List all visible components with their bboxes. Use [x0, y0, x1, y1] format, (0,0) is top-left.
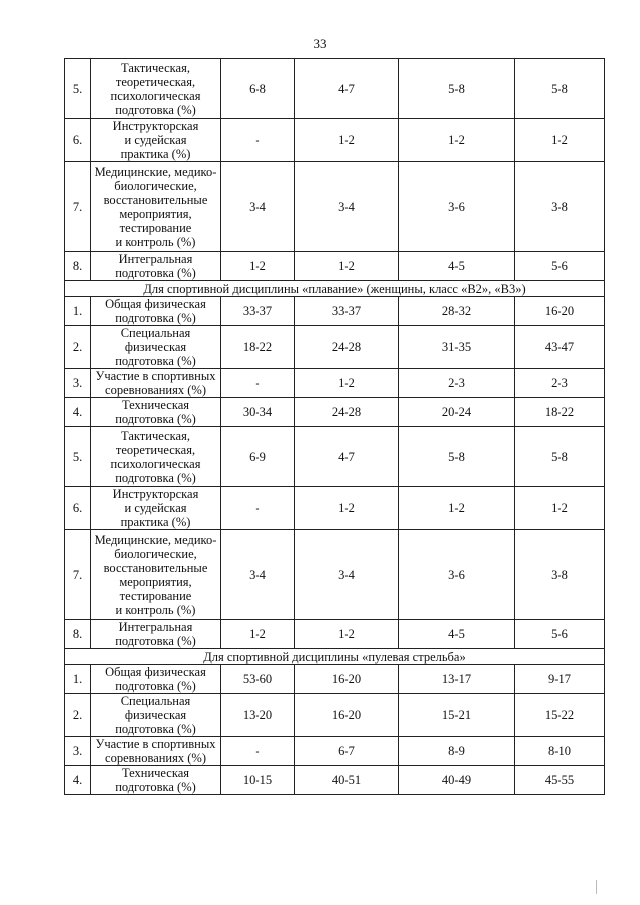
table-row — [65, 694, 605, 737]
stage-value-cell: - — [221, 119, 295, 162]
row-number: 3. — [65, 737, 91, 766]
stage-value-cell: 20-24 — [399, 398, 515, 427]
training-type-cell: Медицинские, медико- биологические, восстановительные мероприятия, тестирование и контроль (%) — [91, 162, 221, 252]
stage-value-cell: 18-22 — [515, 398, 605, 427]
row-number: 1. — [65, 297, 91, 326]
section-header-row — [65, 649, 605, 665]
training-type-cell: Интегральная подготовка (%) — [91, 252, 221, 281]
stage-value-cell: 18-22 — [221, 326, 295, 369]
stage-value-cell: 45-55 — [515, 766, 605, 795]
stage-value-cell: 13-17 — [399, 665, 515, 694]
training-type-cell: Участие в спортивных соревнованиях (%) — [91, 737, 221, 766]
stage-value-cell: 40-51 — [295, 766, 399, 795]
table-row — [65, 162, 605, 252]
training-type-cell: Тактическая, теоретическая, психологическая подготовка (%) — [91, 59, 221, 119]
training-type-cell: Техническая подготовка (%) — [91, 766, 221, 795]
stage-value-cell: - — [221, 737, 295, 766]
stage-value-cell: 5-6 — [515, 252, 605, 281]
table-row — [65, 326, 605, 369]
stage-value-cell: 3-6 — [399, 162, 515, 252]
section-title: Для спортивной дисциплины «пулевая стрельба» — [65, 649, 605, 665]
table-row — [65, 487, 605, 530]
training-type-cell: Общая физическая подготовка (%) — [91, 665, 221, 694]
row-number: 4. — [65, 766, 91, 795]
stage-value-cell: 40-49 — [399, 766, 515, 795]
table-row — [65, 119, 605, 162]
stage-value-cell: 3-8 — [515, 162, 605, 252]
stage-value-cell: 4-5 — [399, 620, 515, 649]
stage-value-cell: 53-60 — [221, 665, 295, 694]
table-body — [65, 59, 605, 795]
stage-value-cell: 1-2 — [399, 487, 515, 530]
stage-value-cell: 13-20 — [221, 694, 295, 737]
stage-value-cell: 30-34 — [221, 398, 295, 427]
stage-value-cell: 1-2 — [295, 252, 399, 281]
stage-value-cell: 1-2 — [221, 620, 295, 649]
row-number: 7. — [65, 530, 91, 620]
table-row — [65, 737, 605, 766]
stage-value-cell: 24-28 — [295, 326, 399, 369]
training-type-cell: Общая физическая подготовка (%) — [91, 297, 221, 326]
table-row — [65, 530, 605, 620]
stage-value-cell: 1-2 — [515, 119, 605, 162]
stage-value-cell: 5-8 — [515, 427, 605, 487]
table-row — [65, 427, 605, 487]
section-title: Для спортивной дисциплины «плавание» (женщины, класс «В2», «В3») — [65, 281, 605, 297]
stage-value-cell: 3-8 — [515, 530, 605, 620]
stage-value-cell: 9-17 — [515, 665, 605, 694]
stage-value-cell: 16-20 — [295, 665, 399, 694]
stage-value-cell: 1-2 — [221, 252, 295, 281]
stage-value-cell: 33-37 — [295, 297, 399, 326]
stage-value-cell: 1-2 — [295, 487, 399, 530]
stage-value-cell: 1-2 — [295, 620, 399, 649]
stage-value-cell: 1-2 — [399, 119, 515, 162]
stage-value-cell: 31-35 — [399, 326, 515, 369]
stage-value-cell: 15-21 — [399, 694, 515, 737]
training-type-cell: Тактическая, теоретическая, психологическая подготовка (%) — [91, 427, 221, 487]
row-number: 8. — [65, 620, 91, 649]
row-number: 2. — [65, 694, 91, 737]
stage-value-cell: 2-3 — [399, 369, 515, 398]
stage-value-cell: 4-5 — [399, 252, 515, 281]
training-ratio-table — [64, 58, 605, 795]
stage-value-cell: 8-10 — [515, 737, 605, 766]
row-number: 2. — [65, 326, 91, 369]
stage-value-cell: 6-7 — [295, 737, 399, 766]
row-number: 8. — [65, 252, 91, 281]
stage-value-cell: 3-4 — [221, 530, 295, 620]
row-number: 6. — [65, 119, 91, 162]
row-number: 6. — [65, 487, 91, 530]
row-number: 3. — [65, 369, 91, 398]
stage-value-cell: - — [221, 487, 295, 530]
training-type-cell: Техническая подготовка (%) — [91, 398, 221, 427]
row-number: 7. — [65, 162, 91, 252]
training-type-cell: Участие в спортивных соревнованиях (%) — [91, 369, 221, 398]
table-row — [65, 398, 605, 427]
table-row — [65, 59, 605, 119]
stage-value-cell: 3-4 — [221, 162, 295, 252]
stage-value-cell: 16-20 — [515, 297, 605, 326]
stage-value-cell: 2-3 — [515, 369, 605, 398]
training-type-cell: Специальная физическая подготовка (%) — [91, 694, 221, 737]
table-row — [65, 620, 605, 649]
training-type-cell: Инструкторская и судейская практика (%) — [91, 487, 221, 530]
scan-mark — [596, 880, 597, 894]
stage-value-cell: 5-8 — [399, 427, 515, 487]
table-row — [65, 665, 605, 694]
row-number: 1. — [65, 665, 91, 694]
stage-value-cell: 33-37 — [221, 297, 295, 326]
stage-value-cell: 4-7 — [295, 59, 399, 119]
stage-value-cell: 5-8 — [515, 59, 605, 119]
row-number: 4. — [65, 398, 91, 427]
stage-value-cell: 5-6 — [515, 620, 605, 649]
training-type-cell: Специальная физическая подготовка (%) — [91, 326, 221, 369]
stage-value-cell: 43-47 — [515, 326, 605, 369]
stage-value-cell: 3-6 — [399, 530, 515, 620]
stage-value-cell: 8-9 — [399, 737, 515, 766]
section-header-row — [65, 281, 605, 297]
table-row — [65, 369, 605, 398]
stage-value-cell: 6-8 — [221, 59, 295, 119]
stage-value-cell: 16-20 — [295, 694, 399, 737]
stage-value-cell: 15-22 — [515, 694, 605, 737]
stage-value-cell: 28-32 — [399, 297, 515, 326]
stage-value-cell: 24-28 — [295, 398, 399, 427]
stage-value-cell: 10-15 — [221, 766, 295, 795]
stage-value-cell: 4-7 — [295, 427, 399, 487]
training-type-cell: Медицинские, медико- биологические, восстановительные мероприятия, тестирование и контроль (%) — [91, 530, 221, 620]
page-number: 33 — [313, 36, 327, 51]
stage-value-cell: - — [221, 369, 295, 398]
stage-value-cell: 1-2 — [295, 119, 399, 162]
stage-value-cell: 3-4 — [295, 162, 399, 252]
row-number: 5. — [65, 59, 91, 119]
stage-value-cell: 1-2 — [515, 487, 605, 530]
training-type-cell: Интегральная подготовка (%) — [91, 620, 221, 649]
table-row — [65, 252, 605, 281]
stage-value-cell: 3-4 — [295, 530, 399, 620]
stage-value-cell: 6-9 — [221, 427, 295, 487]
stage-value-cell: 1-2 — [295, 369, 399, 398]
table-row — [65, 297, 605, 326]
stage-value-cell: 5-8 — [399, 59, 515, 119]
table-row — [65, 766, 605, 795]
row-number: 5. — [65, 427, 91, 487]
training-type-cell: Инструкторская и судейская практика (%) — [91, 119, 221, 162]
